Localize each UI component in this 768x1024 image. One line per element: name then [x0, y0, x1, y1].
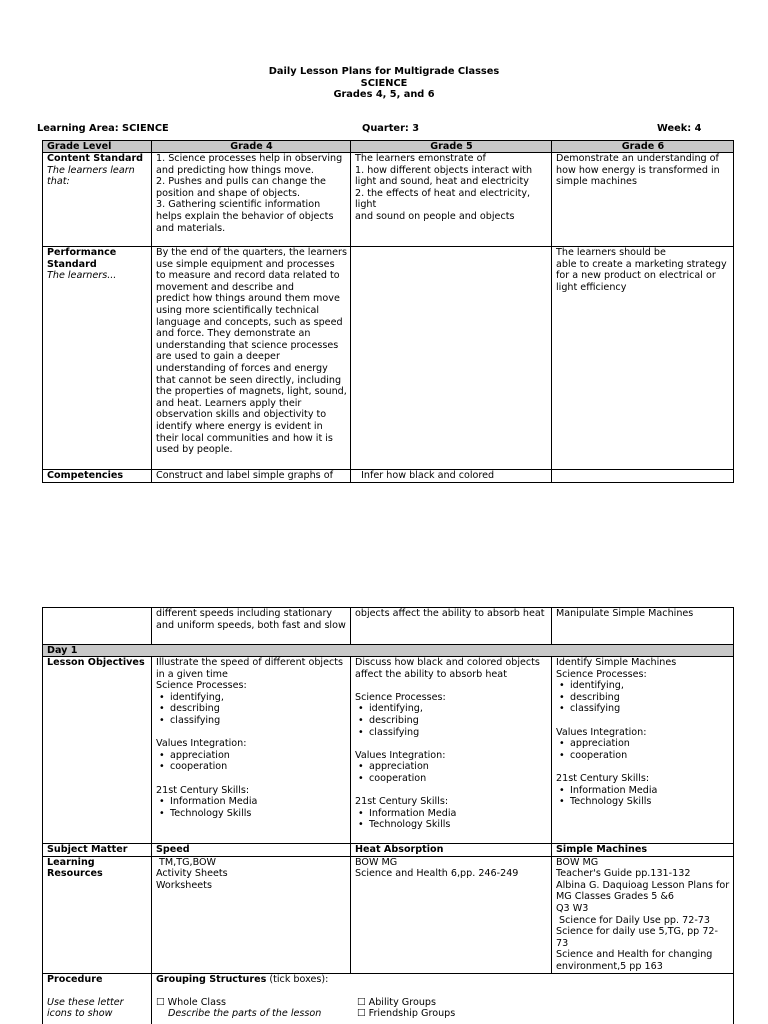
learning-resources-grade-5: [351, 856, 552, 973]
checkbox-icon: [357, 997, 369, 1008]
text-line: and sound on people and objects: [355, 210, 515, 222]
list-item: • describing: [556, 692, 730, 704]
continued-label-cell: [43, 608, 152, 645]
century-skills-title: 21st Century Skills:: [556, 772, 650, 784]
century-skills-list: [556, 785, 730, 808]
science-processes-list: [156, 692, 347, 727]
learning-area: Learning Area: SCIENCE: [37, 123, 169, 134]
procedure-label-cell: [43, 973, 152, 1024]
checkbox-label: Ability Groups: [368, 996, 436, 1008]
list-item: • appreciation: [355, 761, 548, 773]
list-item: • describing: [156, 703, 347, 715]
row-label: Performance Standard: [47, 247, 117, 270]
values-integration-title: Values Integration:: [556, 726, 647, 738]
text-line: Science for daily use 5,TG, pp 72-73: [556, 926, 718, 949]
competencies-row: [43, 470, 734, 483]
learning-resources-grade-4: [152, 856, 351, 973]
subject-matter-row: [43, 844, 734, 857]
day-label: Day 1: [43, 645, 734, 657]
text-line: 1. Science processes help in observing and predicting how things move.: [156, 153, 343, 176]
performance-standard-label-cell: [43, 247, 152, 470]
content-standard-grade-4: [152, 153, 351, 247]
text-line: predict how things around them move using more scientifically technical language and concepts, such as speed and force. They demonstrate an understanding that science processes are used to gain a deeper understanding of forces and energy that cannot be seen directly, including the properties of magnets, light, sound, and heat. Learners apply their observation skills and objectivity to identify where energy is evident in their local communities and how it is used by people.: [156, 293, 347, 456]
table-header-row: [43, 141, 734, 153]
lesson-plan-table-1: [42, 140, 734, 483]
header-grade-6: Grade 6: [552, 141, 734, 153]
doc-title: Daily Lesson Plans for Multigrade Classes: [268, 66, 500, 77]
row-label: Content Standard: [47, 153, 144, 164]
checkbox-label: Whole Class: [167, 996, 226, 1008]
row-label: Procedure: [47, 973, 103, 985]
list-item: • Information Media: [556, 785, 730, 797]
checkbox-icon: [357, 1008, 369, 1019]
text-line: 1. how different objects interact with light and sound, heat and electricity: [355, 164, 533, 188]
subject-matter-label: Subject Matter: [43, 844, 152, 857]
procedure-content: [152, 973, 734, 1024]
text-line: Science for Daily Use pp. 72-73: [556, 914, 710, 926]
grouping-structures-note: (tick boxes):: [266, 973, 329, 985]
text-line: Activity Sheets: [156, 868, 228, 880]
list-item: • cooperation: [156, 761, 347, 773]
values-integration-list: [355, 761, 548, 784]
list-item: • identifying,: [355, 703, 548, 715]
lesson-objectives-row: [43, 657, 734, 844]
century-skills-list: [156, 796, 347, 819]
lesson-objectives-grade-4: [152, 657, 351, 844]
header-grade-5: Grade 5: [351, 141, 552, 153]
week: Week: 4: [657, 123, 702, 134]
science-processes-list: [556, 680, 730, 715]
list-item: • appreciation: [556, 738, 730, 750]
procedure-row: [43, 973, 734, 1024]
list-item: • classifying: [556, 703, 730, 715]
list-item: • classifying: [156, 715, 347, 727]
content-standard-label-cell: [43, 153, 152, 247]
grouping-structures-line: [156, 974, 730, 986]
text-line: Albina G. Daquioag Lesson Plans for MG Classes Grades 5 &6: [556, 879, 730, 903]
competencies-grade-5: Infer how black and colored: [351, 470, 552, 483]
list-item: • identifying,: [556, 680, 730, 692]
text-line: 2. Pushes and pulls can change the position and shape of objects.: [156, 176, 326, 199]
day-row: [43, 645, 734, 657]
row-sublabel: The learners learn that:: [47, 164, 135, 188]
text-line: 2. the effects of heat and electricity, light: [355, 187, 531, 211]
header-grade-4: Grade 4: [152, 141, 351, 153]
text-line: Worksheets: [156, 879, 212, 891]
century-skills-list: [355, 808, 548, 831]
continued-grade-4: different speeds including stationary and uniform speeds, both fast and slow: [152, 608, 351, 645]
subject-matter-grade-4: Speed: [152, 844, 351, 857]
text-line: BOW MG: [355, 856, 398, 868]
list-item: • identifying,: [156, 692, 347, 704]
content-standard-grade-5: [351, 153, 552, 247]
text-line: By the end of the quarters, the learners use simple equipment and processes to measure and record data related to movement and describe and: [156, 247, 347, 293]
list-item: • describing: [355, 715, 548, 727]
text-line: TM,TG,BOW: [156, 856, 217, 868]
objective-intro: Identify Simple Machines: [556, 657, 677, 668]
objective-intro: Discuss how black and colored objects affect the ability to absorb heat: [355, 657, 540, 680]
content-standard-grade-6: [552, 153, 734, 247]
values-integration-list: [156, 750, 347, 773]
list-item: • Technology Skills: [355, 819, 548, 831]
competencies-label: Competencies: [43, 470, 152, 483]
text-line: The learners should be: [556, 247, 666, 258]
text-line: Teacher's Guide pp.131-132: [556, 868, 691, 880]
grouping-structures-title: Grouping Structures: [156, 973, 267, 985]
friendship-groups-checkbox[interactable]: [357, 1008, 455, 1020]
science-processes-list: [355, 703, 548, 738]
content-standard-row: [43, 153, 734, 247]
performance-standard-grade-5: [351, 247, 552, 470]
list-item: • Technology Skills: [556, 796, 730, 808]
continued-grade-6: Manipulate Simple Machines: [552, 608, 734, 645]
learning-resources-grade-6: [552, 856, 734, 973]
continued-grade-5: objects affect the ability to absorb heat: [351, 608, 552, 645]
checkbox-icon: [156, 997, 168, 1008]
century-skills-title: 21st Century Skills:: [355, 796, 449, 808]
checkbox-label: Friendship Groups: [368, 1008, 456, 1020]
continued-competencies-row: [43, 608, 734, 645]
list-item: • appreciation: [156, 750, 347, 762]
competencies-grade-4: Construct and label simple graphs of: [152, 470, 351, 483]
whole-class-checkbox[interactable]: [156, 997, 226, 1009]
performance-standard-grade-6: [552, 247, 734, 470]
doc-subject: SCIENCE: [360, 77, 408, 89]
list-item: • Information Media: [355, 808, 548, 820]
objective-intro: Illustrate the speed of different objects in a given time: [156, 657, 344, 680]
science-processes-title: Science Processes:: [156, 680, 247, 692]
subject-matter-grade-5: Heat Absorption: [351, 844, 552, 857]
text-line: Science and Health for changing environment,5 pp 163: [556, 949, 713, 972]
list-item: • cooperation: [355, 773, 548, 785]
ability-groups-checkbox[interactable]: [357, 997, 436, 1009]
subject-matter-grade-6: Simple Machines: [552, 844, 734, 857]
competencies-grade-6: [552, 470, 734, 483]
quarter: Quarter: 3: [362, 123, 420, 134]
lesson-objectives-grade-5: [351, 657, 552, 844]
science-processes-title: Science Processes:: [556, 668, 647, 680]
text-line: 3. Gathering scientific information helps explain the behavior of objects and materials.: [156, 199, 334, 234]
row-sublabel: Use these letter icons to show: [47, 996, 124, 1020]
lesson-objectives-grade-6: [552, 657, 734, 844]
performance-standard-grade-4: [152, 247, 351, 470]
text-line: BOW MG: [556, 856, 599, 868]
text-line: Science and Health 6,pp. 246-249: [355, 868, 519, 880]
lesson-objectives-label: Lesson Objectives: [43, 657, 152, 844]
values-integration-list: [556, 738, 730, 761]
text-line: able to create a marketing strategy for a new product on electrical or light efficiency: [556, 258, 727, 293]
list-item: • Technology Skills: [156, 808, 347, 820]
list-item: • Information Media: [156, 796, 347, 808]
science-processes-title: Science Processes:: [355, 691, 446, 703]
values-integration-title: Values Integration:: [156, 738, 247, 750]
values-integration-title: Values Integration:: [355, 749, 446, 761]
list-item: • cooperation: [556, 750, 730, 762]
learning-resources-row: [43, 856, 734, 973]
doc-grades: Grades 4, 5, and 6: [333, 89, 435, 100]
text-line: The learners emonstrate of: [355, 153, 486, 164]
text-line: Q3 W3: [556, 902, 589, 914]
lesson-plan-table-2: [42, 607, 734, 1024]
performance-standard-row: [43, 247, 734, 470]
row-sublabel: The learners...: [47, 270, 117, 282]
century-skills-title: 21st Century Skills:: [156, 784, 250, 796]
list-item: • classifying: [355, 727, 548, 739]
describe-parts-text: Describe the parts of the lesson: [168, 1008, 322, 1020]
learning-resources-label: Learning Resources: [43, 856, 152, 973]
header-grade-level: Grade Level: [43, 141, 152, 153]
text-line: Demonstrate an understanding of how how energy is transformed in simple machines: [556, 153, 720, 188]
